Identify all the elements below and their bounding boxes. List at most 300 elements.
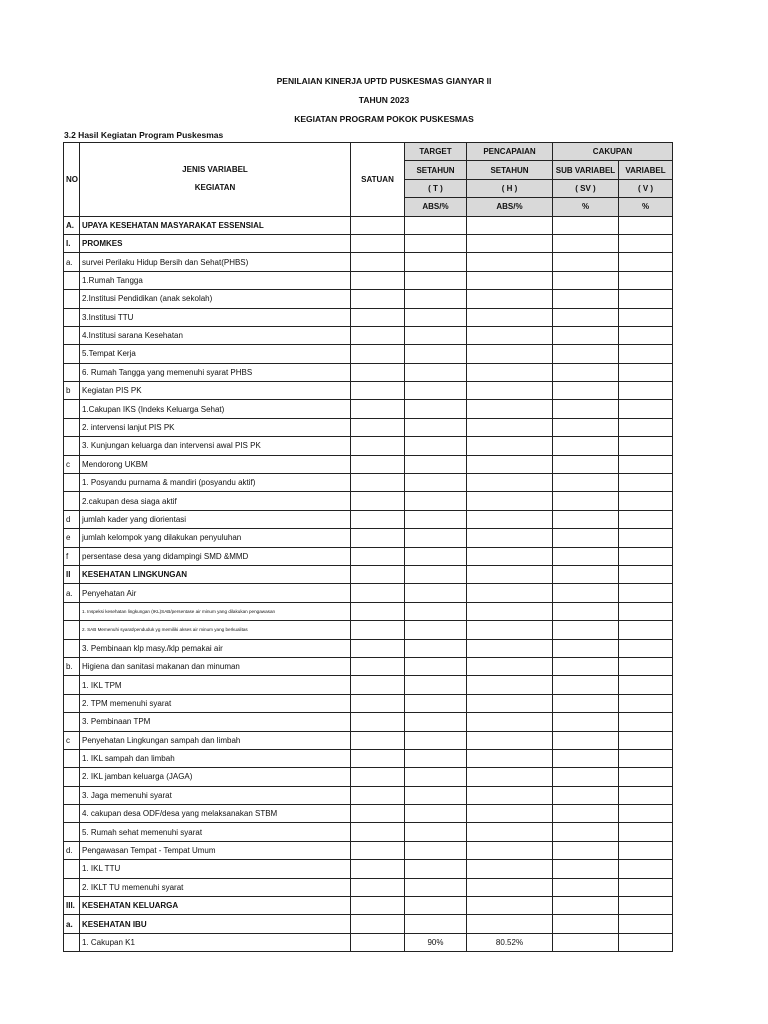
row-capaian — [467, 786, 553, 804]
row-label: 4. cakupan desa ODF/desa yang melaksanakan STBM — [80, 805, 351, 823]
row-label: 3. Pembinaan TPM — [80, 713, 351, 731]
table-row — [64, 492, 673, 510]
table-row — [64, 841, 673, 859]
row-no: b. — [64, 657, 80, 675]
row-label: 3. Kunjungan keluarga dan intervensi awal PIS PK — [80, 437, 351, 455]
row-no: III. — [64, 897, 80, 915]
row-sv — [553, 841, 619, 859]
row-sv — [553, 547, 619, 565]
row-label: persentase desa yang didampingi SMD &MMD — [80, 547, 351, 565]
row-satuan — [351, 216, 405, 234]
row-target — [405, 878, 467, 896]
row-target — [405, 657, 467, 675]
row-satuan — [351, 253, 405, 271]
row-satuan — [351, 786, 405, 804]
row-satuan — [351, 621, 405, 639]
header-jenis — [80, 143, 351, 217]
row-capaian — [467, 621, 553, 639]
row-label: 5. Rumah sehat memenuhi syarat — [80, 823, 351, 841]
row-satuan — [351, 841, 405, 859]
row-v — [619, 676, 673, 694]
row-target — [405, 363, 467, 381]
row-label: 2. IKLT TU memenuhi syarat — [80, 878, 351, 896]
row-v — [619, 639, 673, 657]
row-satuan — [351, 694, 405, 712]
table-row — [64, 474, 673, 492]
row-target — [405, 915, 467, 933]
table-row — [64, 584, 673, 602]
table-row — [64, 768, 673, 786]
row-label: survei Perilaku Hidup Bersih dan Sehat(PHBS) — [80, 253, 351, 271]
header-cakupan: CAKUPAN — [553, 143, 673, 161]
row-label: 1. Cakupan K1 — [80, 933, 351, 951]
row-v — [619, 253, 673, 271]
row-satuan — [351, 363, 405, 381]
row-sv — [553, 584, 619, 602]
row-sv — [553, 749, 619, 767]
row-sv — [553, 694, 619, 712]
row-target — [405, 584, 467, 602]
row-capaian — [467, 437, 553, 455]
table-row — [64, 418, 673, 436]
table-body — [64, 216, 673, 952]
table-row — [64, 933, 673, 951]
row-v — [619, 382, 673, 400]
table-row — [64, 363, 673, 381]
row-target — [405, 805, 467, 823]
row-no: a. — [64, 253, 80, 271]
table-row — [64, 694, 673, 712]
row-label: UPAYA KESEHATAN MASYARAKAT ESSENSIAL — [80, 216, 351, 234]
row-v — [619, 584, 673, 602]
row-v — [619, 418, 673, 436]
row-capaian — [467, 639, 553, 657]
header-satuan: SATUAN — [351, 143, 405, 217]
row-target — [405, 253, 467, 271]
table-row — [64, 731, 673, 749]
row-v — [619, 492, 673, 510]
row-sv — [553, 897, 619, 915]
row-no — [64, 308, 80, 326]
table-row — [64, 897, 673, 915]
row-satuan — [351, 290, 405, 308]
row-no — [64, 363, 80, 381]
row-sv — [553, 713, 619, 731]
row-label: Penyehatan Air — [80, 584, 351, 602]
row-satuan — [351, 915, 405, 933]
table-row — [64, 271, 673, 289]
row-no — [64, 418, 80, 436]
table-row — [64, 510, 673, 528]
row-label: jumlah kader yang diorientasi — [80, 510, 351, 528]
row-satuan — [351, 510, 405, 528]
row-satuan — [351, 584, 405, 602]
row-target — [405, 216, 467, 234]
row-label: Higiena dan sanitasi makanan dan minuman — [80, 657, 351, 675]
row-satuan — [351, 345, 405, 363]
row-capaian — [467, 474, 553, 492]
row-satuan — [351, 529, 405, 547]
row-label: 2. intervensi lanjut PIS PK — [80, 418, 351, 436]
table-row — [64, 234, 673, 252]
row-sv — [553, 345, 619, 363]
table-row — [64, 455, 673, 473]
table-row — [64, 437, 673, 455]
row-no: c — [64, 731, 80, 749]
row-label: 1. IKL TPM — [80, 676, 351, 694]
row-label: KESEHATAN KELUARGA — [80, 897, 351, 915]
row-capaian — [467, 694, 553, 712]
row-label: 1. IKL sampah dan limbah — [80, 749, 351, 767]
row-target — [405, 492, 467, 510]
row-satuan — [351, 860, 405, 878]
row-no: d — [64, 510, 80, 528]
row-no — [64, 749, 80, 767]
row-sv — [553, 271, 619, 289]
header-sv-3: % — [553, 198, 619, 216]
row-no — [64, 474, 80, 492]
row-label: 5.Tempat Kerja — [80, 345, 351, 363]
header-target-1: TARGET — [405, 143, 467, 161]
row-label: 1.Rumah Tangga — [80, 271, 351, 289]
row-sv — [553, 382, 619, 400]
table-row — [64, 639, 673, 657]
row-v — [619, 437, 673, 455]
row-satuan — [351, 382, 405, 400]
table-row — [64, 749, 673, 767]
row-sv — [553, 474, 619, 492]
row-satuan — [351, 602, 405, 620]
table-row — [64, 565, 673, 583]
row-v — [619, 455, 673, 473]
row-capaian — [467, 805, 553, 823]
row-capaian — [467, 547, 553, 565]
row-no — [64, 933, 80, 951]
row-capaian — [467, 326, 553, 344]
table-row — [64, 786, 673, 804]
row-target — [405, 639, 467, 657]
row-capaian — [467, 749, 553, 767]
table-row — [64, 216, 673, 234]
row-label: 1. Inspeksi kesehatan lingkungan (IKL)SAB/persentase air minum yang dilakukan pengawasan — [80, 602, 351, 620]
row-label: 1.Cakupan IKS (Indeks Keluarga Sehat) — [80, 400, 351, 418]
row-capaian — [467, 345, 553, 363]
row-capaian — [467, 915, 553, 933]
table-row — [64, 713, 673, 731]
row-v — [619, 694, 673, 712]
row-v — [619, 749, 673, 767]
row-capaian — [467, 290, 553, 308]
table-row — [64, 657, 673, 675]
row-sv — [553, 823, 619, 841]
row-no: c — [64, 455, 80, 473]
row-capaian — [467, 565, 553, 583]
table-header — [64, 143, 673, 217]
row-label: KESEHATAN LINGKUNGAN — [80, 565, 351, 583]
row-satuan — [351, 326, 405, 344]
row-no — [64, 768, 80, 786]
row-label: PROMKES — [80, 234, 351, 252]
row-label: Kegiatan PIS PK — [80, 382, 351, 400]
row-label: 3. Pembinaan klp masy./klp pemakai air — [80, 639, 351, 657]
row-label: Pengawasan Tempat - Tempat Umum — [80, 841, 351, 859]
row-v — [619, 216, 673, 234]
row-v — [619, 326, 673, 344]
header-pencapaian-1: PENCAPAIAN — [467, 143, 553, 161]
row-target — [405, 234, 467, 252]
header-jenis-line1: JENIS VARIABEL — [182, 165, 248, 175]
row-capaian — [467, 382, 553, 400]
row-v — [619, 897, 673, 915]
row-capaian — [467, 510, 553, 528]
header-no: NO — [64, 143, 80, 217]
row-no: e — [64, 529, 80, 547]
row-no: b — [64, 382, 80, 400]
table-row — [64, 290, 673, 308]
kinerja-table — [63, 142, 673, 952]
row-v — [619, 713, 673, 731]
row-target — [405, 308, 467, 326]
row-sv — [553, 786, 619, 804]
row-target — [405, 768, 467, 786]
row-v — [619, 308, 673, 326]
row-satuan — [351, 565, 405, 583]
row-target — [405, 694, 467, 712]
row-satuan — [351, 657, 405, 675]
row-target — [405, 418, 467, 436]
row-sv — [553, 621, 619, 639]
row-no — [64, 290, 80, 308]
row-target — [405, 565, 467, 583]
row-satuan — [351, 234, 405, 252]
row-sv — [553, 933, 619, 951]
table-row — [64, 326, 673, 344]
header-target-2: SETAHUN — [405, 161, 467, 179]
row-capaian — [467, 602, 553, 620]
table-row — [64, 308, 673, 326]
table-row — [64, 805, 673, 823]
row-capaian: 80.52% — [467, 933, 553, 951]
table-row — [64, 823, 673, 841]
row-no — [64, 400, 80, 418]
row-label: 2. IKL jamban keluarga (JAGA) — [80, 768, 351, 786]
row-capaian — [467, 455, 553, 473]
row-v — [619, 805, 673, 823]
row-target — [405, 897, 467, 915]
row-label: 1. Posyandu purnama & mandiri (posyandu aktif) — [80, 474, 351, 492]
row-capaian — [467, 308, 553, 326]
report-subtitle: KEGIATAN PROGRAM POKOK PUSKESMAS — [294, 114, 474, 124]
row-v — [619, 234, 673, 252]
row-satuan — [351, 418, 405, 436]
row-sv — [553, 529, 619, 547]
table-row — [64, 915, 673, 933]
row-v — [619, 915, 673, 933]
row-v — [619, 510, 673, 528]
header-v-3: % — [619, 198, 673, 216]
row-no — [64, 860, 80, 878]
row-capaian — [467, 676, 553, 694]
row-capaian — [467, 418, 553, 436]
row-no: II — [64, 565, 80, 583]
row-v — [619, 271, 673, 289]
row-target — [405, 602, 467, 620]
row-v — [619, 823, 673, 841]
row-sv — [553, 731, 619, 749]
row-label: 2. TPM memenuhi syarat — [80, 694, 351, 712]
row-v — [619, 657, 673, 675]
row-v — [619, 290, 673, 308]
row-v — [619, 602, 673, 620]
row-sv — [553, 400, 619, 418]
row-no: a. — [64, 584, 80, 602]
table-row — [64, 400, 673, 418]
row-capaian — [467, 841, 553, 859]
row-sv — [553, 878, 619, 896]
row-label: 2.Institusi Pendidikan (anak sekolah) — [80, 290, 351, 308]
table-row — [64, 253, 673, 271]
row-target — [405, 529, 467, 547]
row-no: A. — [64, 216, 80, 234]
row-satuan — [351, 749, 405, 767]
row-sv — [553, 915, 619, 933]
row-sv — [553, 437, 619, 455]
row-target — [405, 547, 467, 565]
row-label: 2. SAB Memenuhi syarat/penduduk yg memiliki akses air minum yang berkualitas — [80, 621, 351, 639]
row-label: 4.Institusi sarana Kesehatan — [80, 326, 351, 344]
row-label: 1. IKL TTU — [80, 860, 351, 878]
row-no — [64, 805, 80, 823]
row-label: Penyehatan Lingkungan sampah dan limbah — [80, 731, 351, 749]
row-sv — [553, 253, 619, 271]
row-satuan — [351, 897, 405, 915]
report-year: TAHUN 2023 — [358, 95, 410, 105]
row-capaian — [467, 529, 553, 547]
row-v — [619, 768, 673, 786]
header-v-2: ( V ) — [619, 179, 673, 197]
row-label: Mendorong UKBM — [80, 455, 351, 473]
row-v — [619, 933, 673, 951]
row-sv — [553, 234, 619, 252]
row-v — [619, 860, 673, 878]
table-row — [64, 602, 673, 620]
row-sv — [553, 565, 619, 583]
row-target — [405, 400, 467, 418]
row-v — [619, 841, 673, 859]
header-target-4: ABS/% — [405, 198, 467, 216]
row-satuan — [351, 878, 405, 896]
header-pencapaian-4: ABS/% — [467, 198, 553, 216]
row-sv — [553, 805, 619, 823]
row-no — [64, 786, 80, 804]
table-row — [64, 621, 673, 639]
row-sv — [553, 216, 619, 234]
row-v — [619, 878, 673, 896]
row-sv — [553, 676, 619, 694]
row-satuan — [351, 768, 405, 786]
row-satuan — [351, 547, 405, 565]
row-target — [405, 749, 467, 767]
row-no — [64, 823, 80, 841]
row-no — [64, 492, 80, 510]
row-satuan — [351, 437, 405, 455]
row-capaian — [467, 584, 553, 602]
row-target — [405, 271, 467, 289]
row-target — [405, 326, 467, 344]
row-sv — [553, 510, 619, 528]
row-no — [64, 621, 80, 639]
row-sv — [553, 308, 619, 326]
row-sv — [553, 602, 619, 620]
row-target — [405, 823, 467, 841]
row-satuan — [351, 823, 405, 841]
row-no — [64, 326, 80, 344]
row-satuan — [351, 492, 405, 510]
row-v — [619, 474, 673, 492]
table-row — [64, 547, 673, 565]
table-row — [64, 529, 673, 547]
table-row — [64, 878, 673, 896]
header-sv-1: SUB VARIABEL — [553, 161, 619, 179]
row-satuan — [351, 639, 405, 657]
row-satuan — [351, 400, 405, 418]
row-v — [619, 786, 673, 804]
header-jenis-line2: KEGIATAN — [194, 183, 236, 193]
section-label: 3.2 Hasil Kegiatan Program Puskesmas — [64, 130, 224, 140]
row-sv — [553, 363, 619, 381]
row-target — [405, 474, 467, 492]
row-no — [64, 271, 80, 289]
row-v — [619, 345, 673, 363]
row-v — [619, 621, 673, 639]
row-satuan — [351, 933, 405, 951]
row-sv — [553, 768, 619, 786]
table-row — [64, 676, 673, 694]
row-label: jumlah kelompok yang dilakukan penyuluhan — [80, 529, 351, 547]
report-title: PENILAIAN KINERJA UPTD PUSKESMAS GIANYAR II — [276, 76, 492, 86]
row-no — [64, 602, 80, 620]
row-sv — [553, 492, 619, 510]
row-target — [405, 290, 467, 308]
row-capaian — [467, 400, 553, 418]
row-target — [405, 437, 467, 455]
row-capaian — [467, 271, 553, 289]
row-no — [64, 437, 80, 455]
row-satuan — [351, 731, 405, 749]
row-target: 90% — [405, 933, 467, 951]
row-target — [405, 382, 467, 400]
header-pencapaian-3: ( H ) — [467, 179, 553, 197]
row-sv — [553, 326, 619, 344]
row-satuan — [351, 455, 405, 473]
row-label: 6. Rumah Tangga yang memenuhi syarat PHBS — [80, 363, 351, 381]
row-no — [64, 345, 80, 363]
row-capaian — [467, 216, 553, 234]
row-sv — [553, 418, 619, 436]
row-no — [64, 676, 80, 694]
row-v — [619, 547, 673, 565]
row-target — [405, 713, 467, 731]
row-satuan — [351, 713, 405, 731]
row-v — [619, 731, 673, 749]
row-capaian — [467, 253, 553, 271]
row-capaian — [467, 823, 553, 841]
row-label: 2.cakupan desa siaga aktif — [80, 492, 351, 510]
header-sv-2: ( SV ) — [553, 179, 619, 197]
row-capaian — [467, 234, 553, 252]
row-satuan — [351, 805, 405, 823]
row-satuan — [351, 676, 405, 694]
